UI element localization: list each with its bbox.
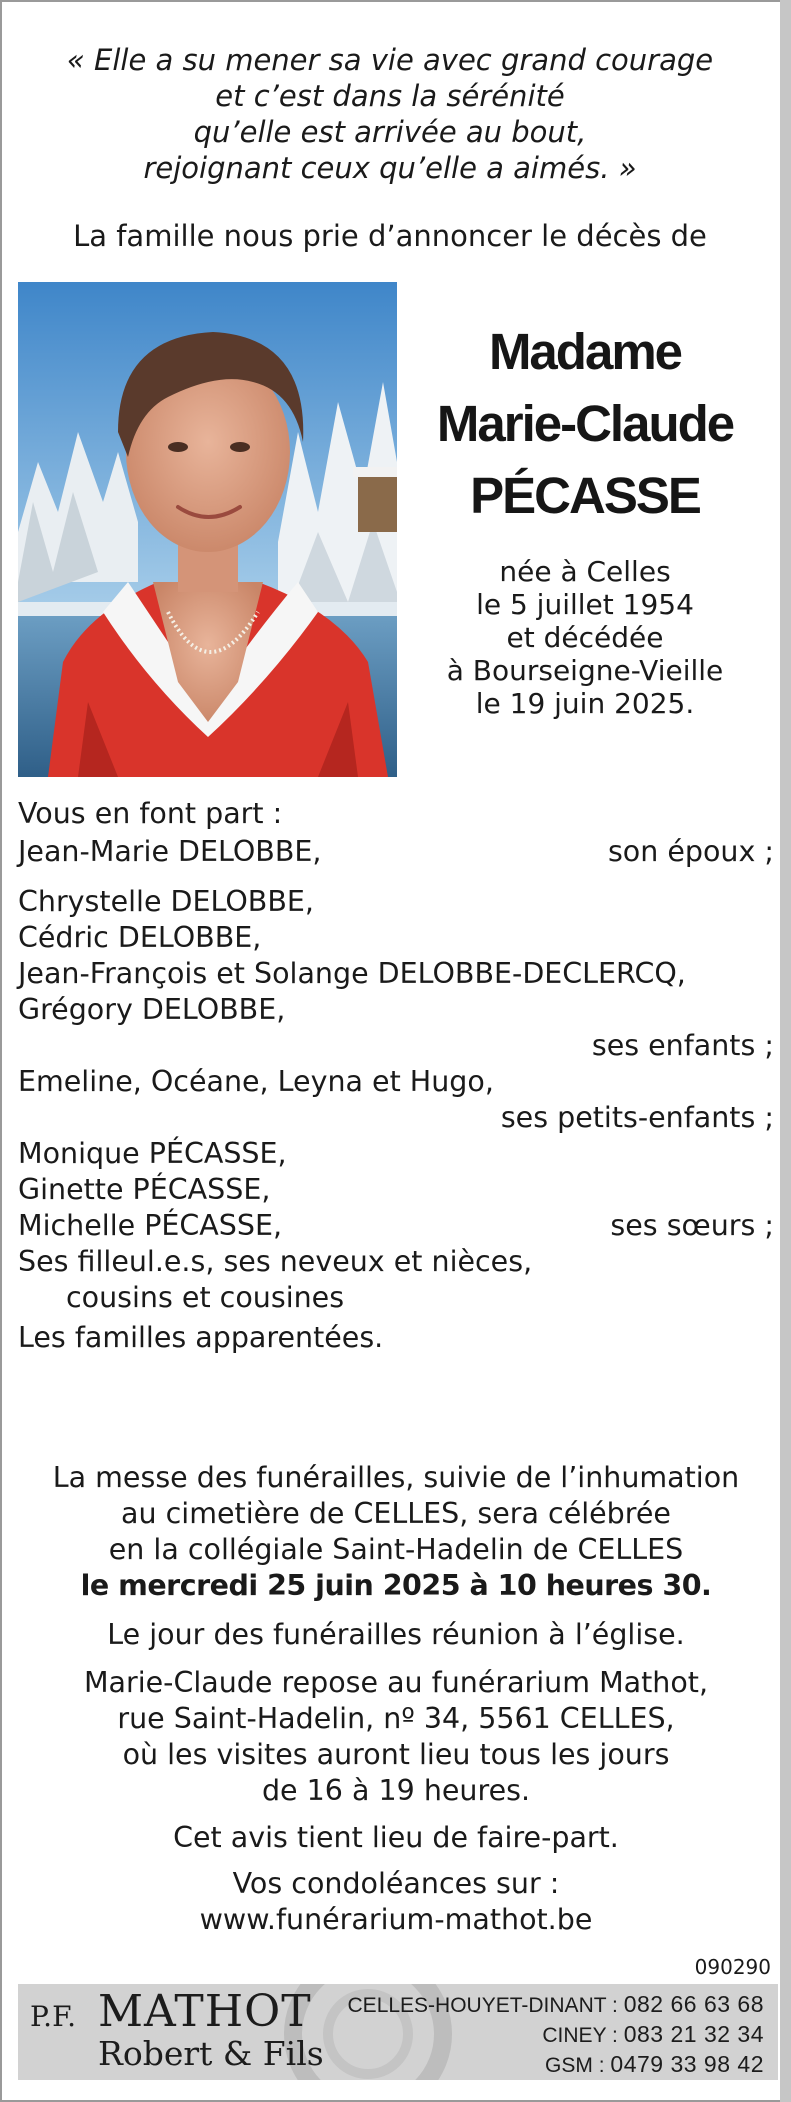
birth-death-line: le 19 juin 2025. xyxy=(475,687,695,720)
funeral-home-line: rue Saint-Hadelin, nº 34, 5561 CELLES, xyxy=(117,1702,675,1735)
quote-line: « Elle a su mener sa vie avec grand courage xyxy=(66,43,714,77)
child-name: Jean-François et Solange DELOBBE-DECLERCQ, xyxy=(18,957,686,990)
deceased-title: Madame xyxy=(488,323,682,380)
cousins-line: cousins et cousines xyxy=(66,1281,345,1314)
funeral-home-line: où les visites auront lieu tous les jours xyxy=(122,1738,670,1771)
funeral-date: le mercredi 25 juin 2025 à 10 heures 30. xyxy=(80,1569,712,1602)
contact-phone: 0479 33 98 42 xyxy=(610,2051,764,2077)
condolences-block xyxy=(18,1866,774,1938)
faire-part-note: Cet avis tient lieu de faire-part. xyxy=(173,1821,619,1854)
quote-line: rejoignant ceux qu’elle a aimés. » xyxy=(143,151,637,185)
contact-phone: 083 21 32 34 xyxy=(623,2021,764,2047)
godchildren-line: Ses filleul.e.s, ses neveux et nièces, xyxy=(18,1245,533,1278)
spouse-name: Jean-Marie DELOBBE, xyxy=(18,835,322,868)
birth-death-line: à Bourseigne-Vieille xyxy=(446,654,724,687)
sister-name: Ginette PÉCASSE, xyxy=(18,1173,271,1206)
birth-death-line: née à Celles xyxy=(499,555,671,588)
notice-heading: Vous en font part : xyxy=(18,797,283,830)
condolences-label: Vos condoléances sur : xyxy=(232,1867,560,1900)
birth-death-info xyxy=(410,555,760,720)
child-name: Cédric DELOBBE, xyxy=(18,921,262,954)
spouse-row xyxy=(18,834,774,870)
contact-label: GSM : xyxy=(545,2054,605,2077)
sisters-relation: ses sœurs ; xyxy=(610,1209,774,1242)
families-line: Les familles apparentées. xyxy=(18,1321,384,1354)
deceased-name xyxy=(410,316,760,532)
condolences-website[interactable]: www.funérarium-mathot.be xyxy=(199,1903,593,1936)
contact-label: CINEY : xyxy=(542,2024,618,2047)
sister-name: Michelle PÉCASSE, xyxy=(18,1209,283,1242)
funeral-line: en la collégiale Saint-Hadelin de CELLES xyxy=(108,1533,684,1566)
children-relation-row xyxy=(18,1028,774,1064)
child-name: Grégory DELOBBE, xyxy=(18,993,286,1026)
contact-row xyxy=(348,1990,764,2020)
children-relation: ses enfants ; xyxy=(591,1029,774,1062)
portrait-photo xyxy=(18,282,397,777)
contact-row xyxy=(348,2050,764,2080)
grandchildren-relation-row xyxy=(18,1100,774,1136)
right-border-bar xyxy=(780,0,791,2102)
reference-number: 090290 xyxy=(694,1955,771,1979)
contact-label: CELLES-HOUYET-DINANT : xyxy=(347,1994,618,2017)
funeral-home-info xyxy=(18,1665,774,1809)
announcement-intro: La famille nous prie d’annoncer le décès de xyxy=(73,219,707,253)
grandchildren-relation: ses petits-enfants ; xyxy=(500,1101,774,1134)
funeral-home-footer xyxy=(18,1984,778,2080)
deceased-first-name: Marie-Claude xyxy=(436,395,734,452)
contact-list xyxy=(348,1990,764,2080)
brand-pf: P.F. xyxy=(30,2000,77,2033)
family-notice xyxy=(18,796,774,1356)
brand-subtitle: Robert & Fils xyxy=(98,2034,324,2073)
sister-row xyxy=(18,1208,774,1244)
funeral-details xyxy=(18,1460,774,1604)
spouse-relation: son époux ; xyxy=(607,835,774,868)
quote-line: qu’elle est arrivée au bout, xyxy=(193,115,587,149)
brand-name: MATHOT xyxy=(98,1986,312,2037)
funeral-line: La messe des funérailles, suivie de l’inhumation xyxy=(52,1461,740,1494)
grandchildren-names: Emeline, Océane, Leyna et Hugo, xyxy=(18,1065,494,1098)
contact-row xyxy=(348,2020,764,2050)
church-meeting: Le jour des funérailles réunion à l’église. xyxy=(107,1618,685,1651)
sister-name: Monique PÉCASSE, xyxy=(18,1137,287,1170)
quote-line: et c’est dans la sérénité xyxy=(215,79,565,113)
deceased-last-name: PÉCASSE xyxy=(470,467,700,524)
funeral-home-line: Marie-Claude repose au funérarium Mathot, xyxy=(83,1666,709,1699)
funeral-line: au cimetière de CELLES, sera célébrée xyxy=(121,1497,671,1530)
contact-phone: 082 66 63 68 xyxy=(623,1991,764,2017)
birth-death-line: le 5 juillet 1954 xyxy=(476,588,694,621)
funeral-home-line: de 16 à 19 heures. xyxy=(261,1774,531,1807)
memorial-quote xyxy=(20,42,760,186)
birth-death-line: et décédée xyxy=(506,621,664,654)
child-name: Chrystelle DELOBBE, xyxy=(18,885,314,918)
